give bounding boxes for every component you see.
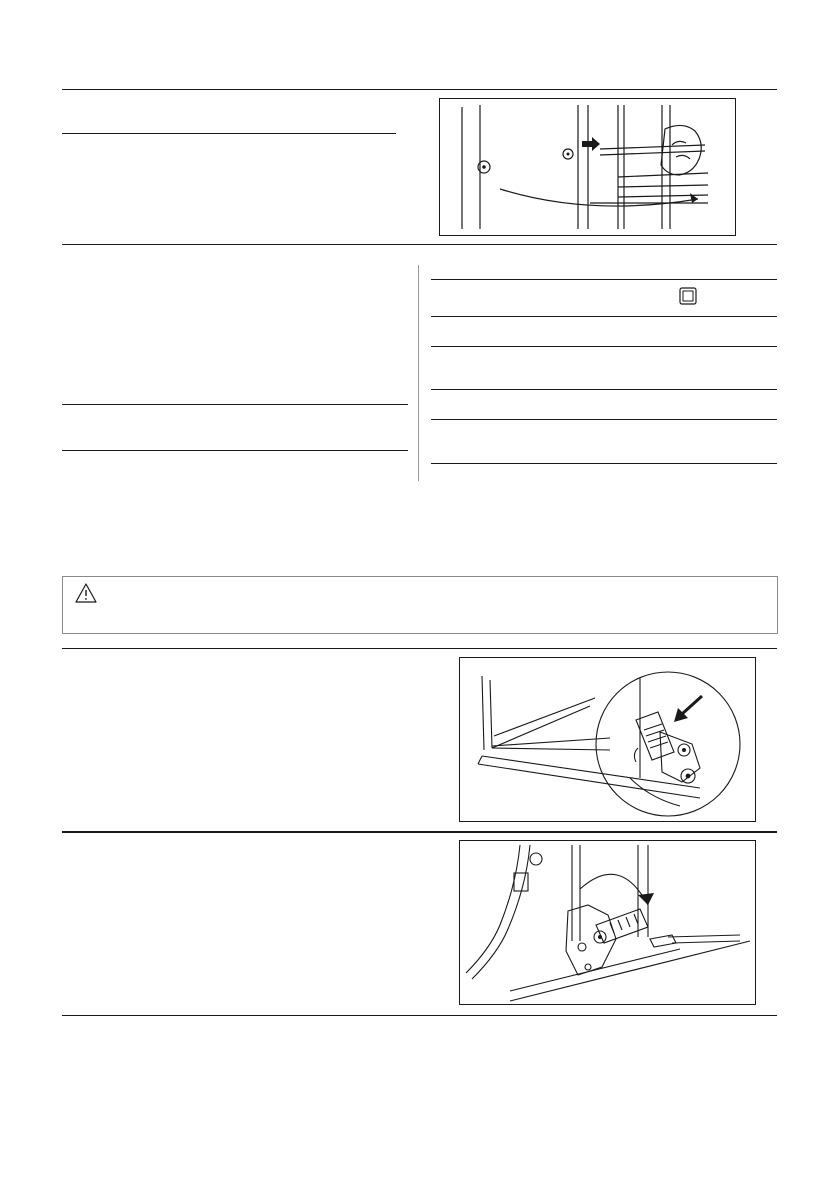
hinge-press-figure (459, 657, 756, 822)
warning-box (62, 576, 778, 634)
shelf-support-figure (439, 98, 736, 236)
warning-triangle-icon (75, 583, 97, 603)
shelf-support-removal-illustration (440, 99, 735, 235)
right-col-rule-5 (431, 419, 777, 420)
door-hinge-lever-press-illustration (460, 658, 755, 821)
right-col-rule-3 (431, 346, 777, 347)
right-col-rule-1 (431, 279, 777, 280)
section-rule-1 (62, 244, 777, 245)
left-col-rule-1 (62, 404, 408, 405)
heading-underline (62, 133, 396, 134)
right-col-rule-2 (431, 316, 777, 317)
right-col-rule-6 (431, 463, 777, 464)
section-rule-3 (62, 831, 777, 833)
section-rule-2 (62, 648, 777, 649)
left-col-rule-2 (62, 450, 408, 451)
section-top-rule (62, 89, 777, 90)
oven-function-icon (679, 287, 697, 305)
hinge-rotate-figure (459, 840, 756, 1005)
right-col-rule-4 (431, 389, 777, 390)
column-divider (418, 265, 419, 481)
door-hinge-lever-rotate-illustration (460, 841, 755, 1004)
section-rule-4 (62, 1015, 777, 1016)
